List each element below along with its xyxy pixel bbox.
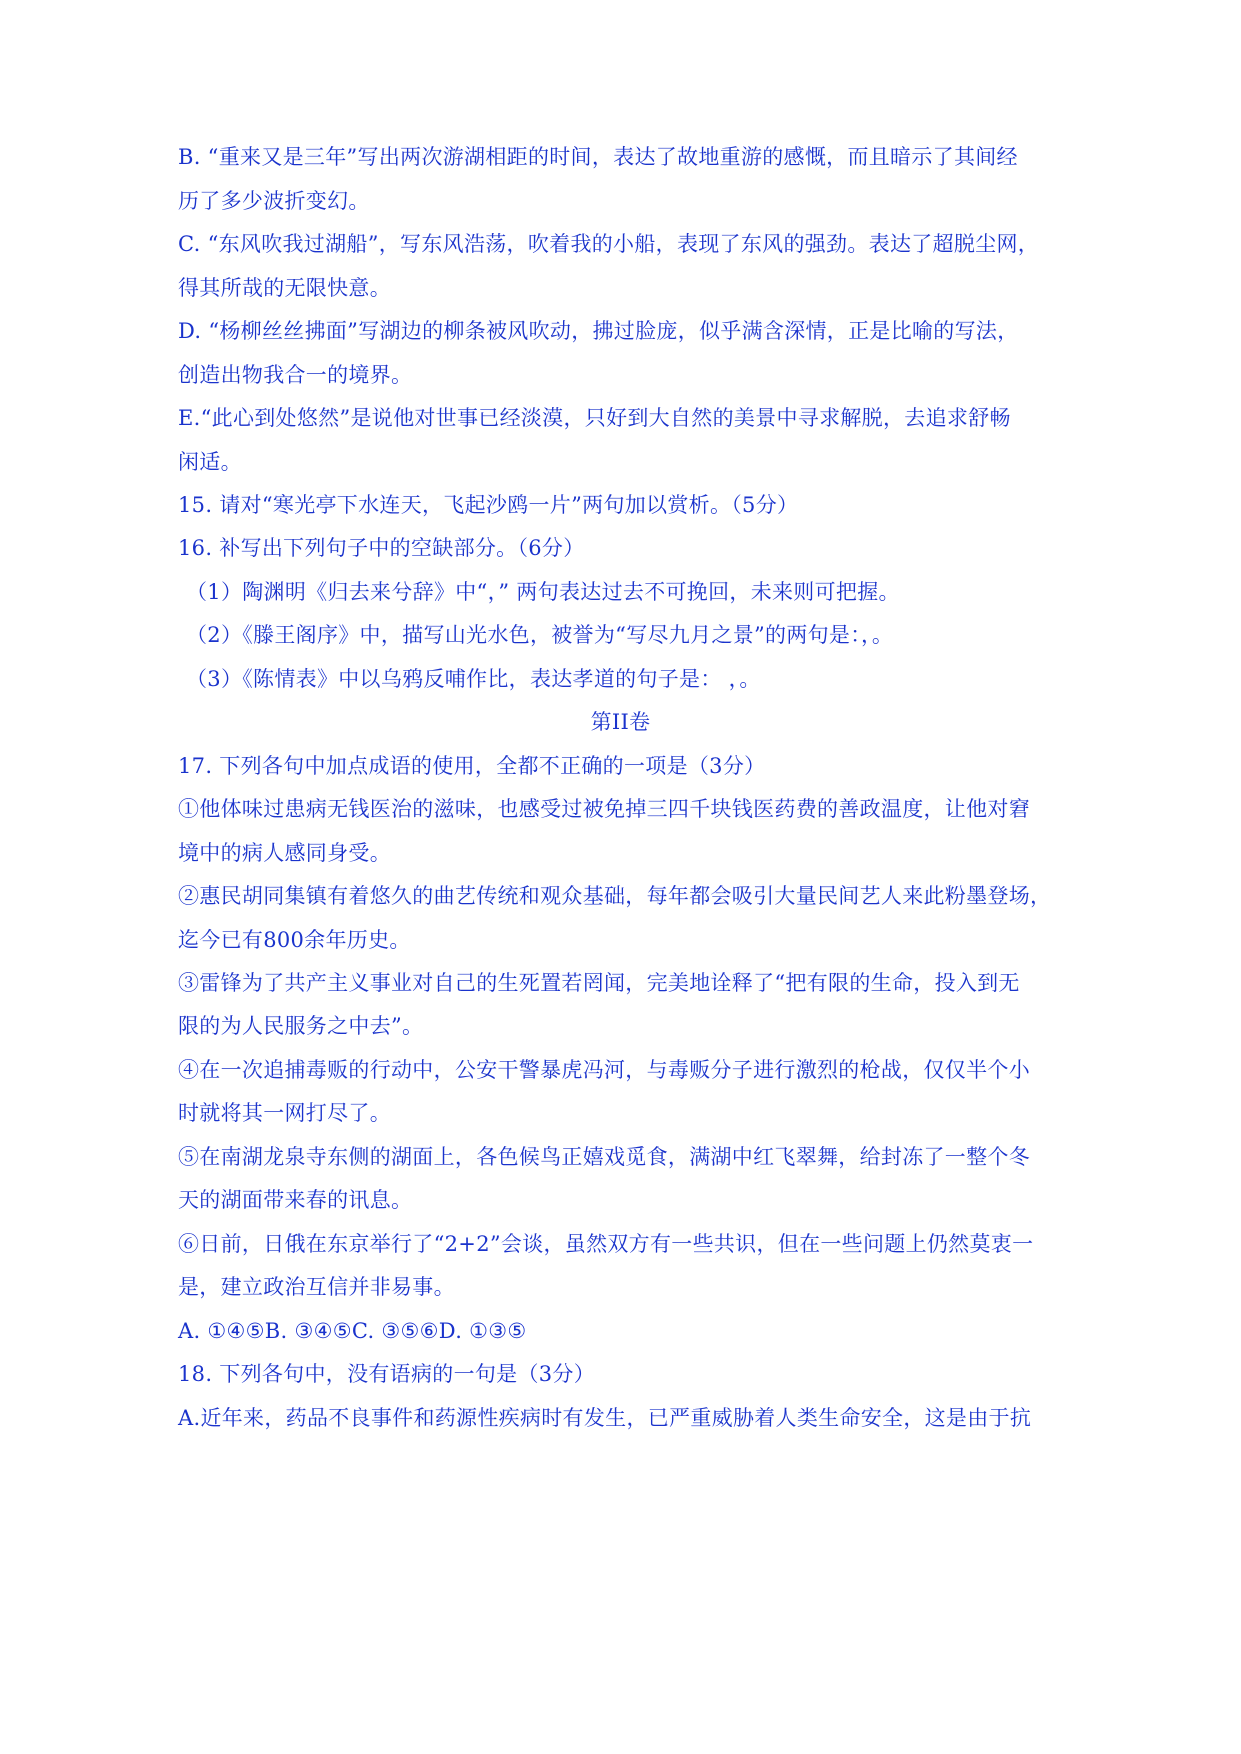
q17-sentence-6-line-2: 是，建立政治互信并非易事。 (178, 1275, 455, 1299)
q17-sentence-2-line-2: 迄今已有800余年历史。 (178, 928, 411, 952)
option-b-line-1: B. “重来又是三年”写出两次游湖相距的时间，表达了故地重游的感慨，而且暗示了其间经 (178, 145, 1018, 169)
q17-sentence-3-line-2: 限的为人民服务之中去”。 (178, 1014, 424, 1038)
question-18: 18. 下列各句中，没有语病的一句是（3分） (178, 1362, 596, 1386)
q17-answer-options: A. ①④⑤B. ③④⑤C. ③⑤⑥D. ①③⑤ (178, 1319, 527, 1343)
question-16-item-3: （3）《陈情表》中以乌鸦反哺作比，表达孝道的句子是： ，。 (186, 667, 761, 691)
q17-sentence-1-line-1: ①他体味过患病无钱医治的滋味，也感受过被免掉三四千块钱医药费的善政温度，让他对窘 (178, 797, 1030, 821)
section-heading: 第II卷 (590, 710, 651, 734)
question-15: 15. 请对“寒光亭下水连天，飞起沙鸥一片”两句加以赏析。（5分） (178, 493, 799, 517)
q17-sentence-1-line-2: 境中的病人感同身受。 (178, 841, 391, 865)
q18-option-a-line-1: A.近年来，药品不良事件和药源性疾病时有发生，已严重威胁着人类生命安全，这是由于抗 (178, 1406, 1032, 1430)
option-c-line-1: C. “东风吹我过湖船”，写东风浩荡，吹着我的小船，表现了东风的强劲。表达了超脱尘网， (178, 232, 1040, 256)
question-16-item-2: （2）《滕王阁序》中，描写山光水色，被誉为“写尽九月之景”的两句是：，。 (186, 623, 894, 647)
question-16-item-1: （1）陶渊明《归去来兮辞》中“，” 两句表达过去不可挽回，未来则可把握。 (186, 580, 900, 604)
option-d-line-2: 创造出物我合一的境界。 (178, 363, 413, 387)
q17-sentence-3-line-1: ③雷锋为了共产主义事业对自己的生死置若罔闻，完美地诠释了“把有限的生命，投入到无 (178, 971, 1020, 995)
q17-sentence-4-line-2: 时就将其一网打尽了。 (178, 1101, 391, 1125)
question-17: 17. 下列各句中加点成语的使用，全都不正确的一项是（3分） (178, 754, 766, 778)
option-d-line-1: D. “杨柳丝丝拂面”写湖边的柳条被风吹动，拂过脸庞，似乎满含深情，正是比喻的写法， (178, 319, 1019, 343)
option-b-line-2: 历了多少波折变幻。 (178, 189, 370, 213)
q17-sentence-5-line-1: ⑤在南湖龙泉寺东侧的湖面上，各色候鸟正嬉戏觅食，满湖中红飞翠舞，给封冻了一整个冬 (178, 1145, 1030, 1169)
option-e-line-2: 闲适。 (178, 450, 242, 474)
q17-sentence-4-line-1: ④在一次追捕毒贩的行动中，公安干警暴虎冯河，与毒贩分子进行激烈的枪战，仅仅半个小 (178, 1058, 1030, 1082)
option-c-line-2: 得其所哉的无限快意。 (178, 276, 391, 300)
q17-sentence-5-line-2: 天的湖面带来春的讯息。 (178, 1188, 413, 1212)
question-16: 16. 补写出下列句子中的空缺部分。（6分） (178, 536, 585, 560)
option-e-line-1: E.“此心到处悠然”是说他对世事已经淡漠，只好到大自然的美景中寻求解脱，去追求舒畅 (178, 406, 1011, 430)
q17-sentence-6-line-1: ⑥日前，日俄在东京举行了“2+2”会谈，虽然双方有一些共识，但在一些问题上仍然莫衷一 (178, 1232, 1034, 1256)
q17-sentence-2-line-1: ②惠民胡同集镇有着悠久的曲艺传统和观众基础，每年都会吸引大量民间艺人来此粉墨登场， (178, 884, 1052, 908)
